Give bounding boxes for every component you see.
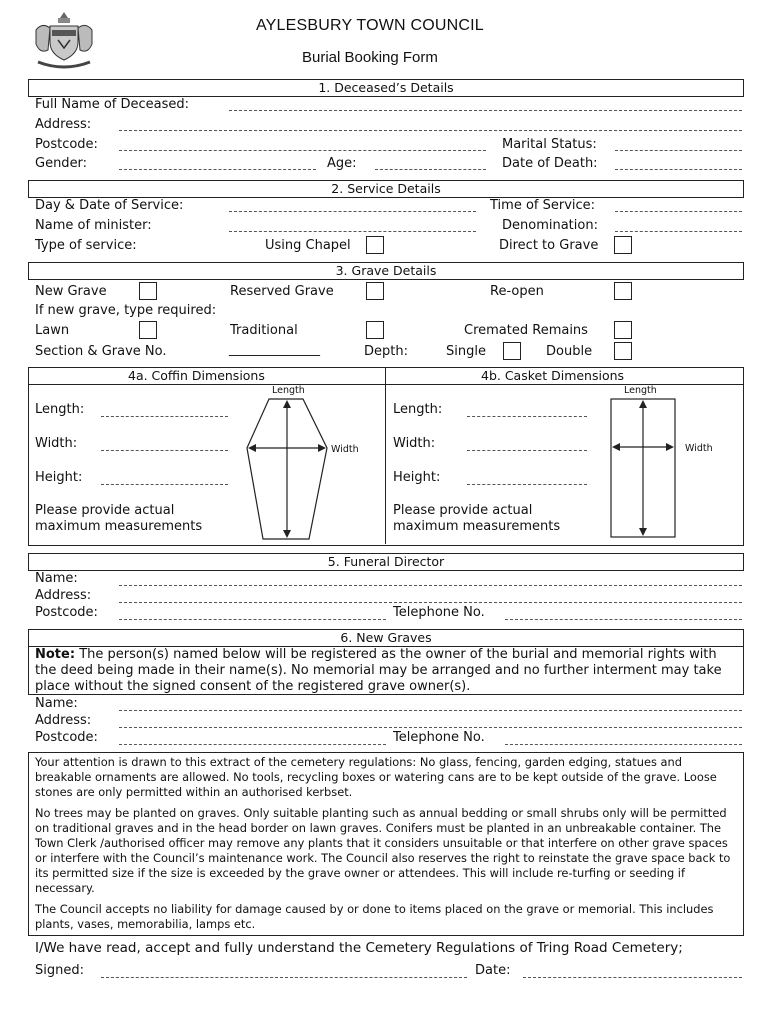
checkbox-lawn[interactable] xyxy=(139,321,157,339)
label-casket-height: Height: xyxy=(393,470,441,485)
field-age[interactable] xyxy=(375,169,486,170)
coffin-width-label: Width xyxy=(331,444,359,455)
label-using-chapel: Using Chapel xyxy=(265,238,351,253)
field-date[interactable] xyxy=(523,977,742,978)
label-fd-postcode: Postcode: xyxy=(35,605,98,620)
label-reserved-grave: Reserved Grave xyxy=(230,284,334,299)
label-fd-address: Address: xyxy=(35,588,92,603)
section-4a-title: 4a. Coffin Dimensions xyxy=(128,368,265,383)
label-day-date-service: Day & Date of Service: xyxy=(35,198,184,213)
checkbox-double[interactable] xyxy=(614,342,632,360)
coffin-note-line-2: maximum measurements xyxy=(35,519,203,534)
field-denomination[interactable] xyxy=(615,231,742,232)
section-3-header xyxy=(28,262,744,280)
checkbox-cremated-remains[interactable] xyxy=(614,321,632,339)
field-day-date-service[interactable] xyxy=(229,211,476,212)
label-date-of-death: Date of Death: xyxy=(502,156,598,171)
field-address[interactable] xyxy=(119,130,742,131)
field-owner-address[interactable] xyxy=(119,727,742,728)
field-gender[interactable] xyxy=(119,169,316,170)
label-gender: Gender: xyxy=(35,156,88,171)
new-graves-note xyxy=(35,647,740,695)
field-coffin-length[interactable] xyxy=(101,416,228,417)
checkbox-single[interactable] xyxy=(503,342,521,360)
field-coffin-height[interactable] xyxy=(101,484,228,485)
label-owner-postcode: Postcode: xyxy=(35,730,98,745)
label-coffin-width: Width: xyxy=(35,436,78,451)
label-single: Single xyxy=(446,344,486,359)
note-label: Note: xyxy=(35,647,76,662)
label-owner-address: Address: xyxy=(35,713,92,728)
label-full-name: Full Name of Deceased: xyxy=(35,97,190,112)
label-postcode: Postcode: xyxy=(35,137,98,152)
checkbox-direct-to-grave[interactable] xyxy=(614,236,632,254)
section-1-header xyxy=(28,79,744,97)
label-owner-telephone: Telephone No. xyxy=(393,730,485,745)
section-2-title: 2. Service Details xyxy=(331,181,441,196)
council-name: AYLESBURY TOWN COUNCIL xyxy=(256,17,484,34)
field-fd-telephone[interactable] xyxy=(505,619,742,620)
field-postcode[interactable] xyxy=(119,150,486,151)
label-cremated-remains: Cremated Remains xyxy=(464,323,588,338)
label-age: Age: xyxy=(327,156,357,171)
checkbox-using-chapel[interactable] xyxy=(366,236,384,254)
field-owner-telephone[interactable] xyxy=(505,744,742,745)
label-time-of-service: Time of Service: xyxy=(490,198,596,213)
label-section-grave-no: Section & Grave No. xyxy=(35,344,167,359)
casket-diagram xyxy=(608,397,678,539)
section-4b-title: 4b. Casket Dimensions xyxy=(481,368,625,383)
casket-width-label: Width xyxy=(685,443,713,454)
casket-length-label: Length xyxy=(624,385,657,396)
field-time-of-service[interactable] xyxy=(615,211,742,212)
section-5-header xyxy=(28,553,744,571)
declaration-text: I/We have read, accept and fully understand the Cemetery Regulations of Tring Road Cemetery; xyxy=(35,940,683,956)
dimensions-divider xyxy=(385,367,386,544)
note-text: The person(s) named below will be registered as the owner of the burial and memorial rights with the deed being made in their name(s). No memorial may be arranged and no further interment may take place without the signed consent of the registered grave owner(s). xyxy=(35,647,722,694)
label-date: Date: xyxy=(475,963,511,978)
regulations-para-2: No trees may be planted on graves. Only suitable planting such as annual bedding or small shrubs only will be permitted on traditional graves and in the head border on lawn graves. Conifers must be planted in an unbreakable container. The Town Clerk /authorised officer may remove any plants that it considers unsuitable or that interfere on other grave spaces or interfere with the Council’s maintenance work. The Council also reserves the right to reinstate the grave space back to its permitted size if the size is exceeded by the grave owner or attendees. This will include re-turfing or seeding if necessary. xyxy=(35,806,731,895)
field-owner-name[interactable] xyxy=(119,710,742,711)
label-denomination: Denomination: xyxy=(502,218,598,233)
label-minister: Name of minister: xyxy=(35,218,152,233)
regulations-para-1: Your attention is drawn to this extract of the cemetery regulations: No glass, fencing, garden edging, statues and breakable ornaments are allowed. No tools, recycling boxes or watering cans are to be kept outside of the grave. Loose stones are only permitted within an authorised kerbset. xyxy=(35,755,717,799)
label-fd-name: Name: xyxy=(35,571,78,586)
label-owner-name: Name: xyxy=(35,696,78,711)
label-reopen: Re-open xyxy=(490,284,544,299)
coffin-note-line-1: Please provide actual xyxy=(35,503,175,518)
checkbox-reserved-grave[interactable] xyxy=(366,282,384,300)
field-fd-address[interactable] xyxy=(119,602,742,603)
label-address: Address: xyxy=(35,117,92,132)
label-if-new-grave: If new grave, type required: xyxy=(35,303,217,318)
label-marital-status: Marital Status: xyxy=(502,137,597,152)
field-signature[interactable] xyxy=(101,977,467,978)
label-signed: Signed: xyxy=(35,963,84,978)
crest-logo xyxy=(28,8,100,72)
casket-note-line-1: Please provide actual xyxy=(393,503,533,518)
checkbox-traditional[interactable] xyxy=(366,321,384,339)
label-fd-telephone: Telephone No. xyxy=(393,605,485,620)
label-casket-width: Width: xyxy=(393,436,436,451)
label-coffin-height: Height: xyxy=(35,470,83,485)
coffin-length-label: Length xyxy=(272,385,305,396)
checkbox-reopen[interactable] xyxy=(614,282,632,300)
coffin-diagram xyxy=(245,396,329,542)
label-traditional: Traditional xyxy=(230,323,298,338)
field-date-of-death[interactable] xyxy=(615,169,742,170)
form-title: Burial Booking Form xyxy=(302,49,438,66)
regulations-para-3: The Council accepts no liability for damage caused by or done to items placed on the grave or memorial. This includes plants, vases, memorabilia, lamps etc. xyxy=(35,902,714,931)
label-direct-to-grave: Direct to Grave xyxy=(499,238,599,253)
section-1-title: 1. Deceased’s Details xyxy=(318,80,454,95)
section-6-title: 6. New Graves xyxy=(340,630,432,645)
field-owner-postcode[interactable] xyxy=(119,744,386,745)
field-casket-height[interactable] xyxy=(467,484,587,485)
field-fd-name[interactable] xyxy=(119,585,742,586)
field-coffin-width[interactable] xyxy=(101,450,228,451)
field-section-grave-no[interactable]: ______________ xyxy=(229,342,320,357)
label-depth: Depth: xyxy=(364,344,408,359)
label-double: Double xyxy=(546,344,593,359)
field-casket-width[interactable] xyxy=(467,450,587,451)
field-minister[interactable] xyxy=(229,231,476,232)
section-5-title: 5. Funeral Director xyxy=(327,554,445,569)
section-3-title: 3. Grave Details xyxy=(335,263,437,278)
label-coffin-length: Length: xyxy=(35,402,85,417)
label-new-grave: New Grave xyxy=(35,284,107,299)
label-casket-length: Length: xyxy=(393,402,443,417)
field-casket-length[interactable] xyxy=(467,416,587,417)
field-marital-status[interactable] xyxy=(615,150,742,151)
field-full-name[interactable] xyxy=(229,110,742,111)
label-lawn: Lawn xyxy=(35,323,70,338)
section-2-header xyxy=(28,180,744,198)
checkbox-new-grave[interactable] xyxy=(139,282,157,300)
label-type-of-service: Type of service: xyxy=(35,238,137,253)
field-fd-postcode[interactable] xyxy=(119,619,386,620)
casket-note-line-2: maximum measurements xyxy=(393,519,561,534)
